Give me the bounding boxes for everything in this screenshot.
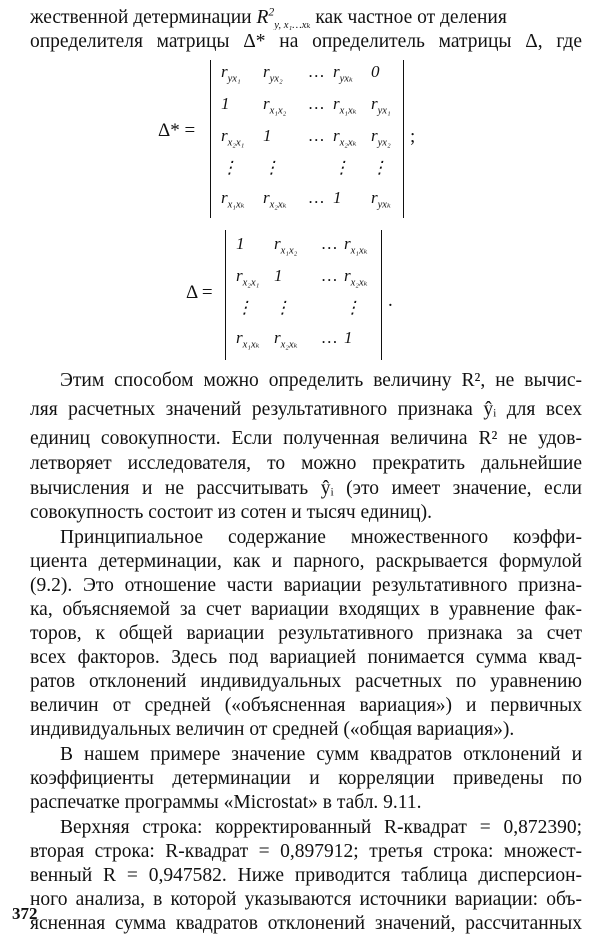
text-line: вычисления и не рассчитывать ŷᵢ (это имеет значение, если [30,478,582,499]
matrix-cell: $r_{x_1x_2}$ [263,94,287,117]
matrix-cell: … [322,234,338,253]
matrix-cell: 1 [221,94,230,113]
matrix-cell: ⋮ [274,298,291,317]
matrix-cell: 1 [333,188,342,207]
text-line: ного анализа, в которой указываются источники вариации: объ- [30,889,582,910]
matrix-cell: $r_{x_2x_k}$ [344,266,368,289]
text-line: индивидуальных величин от средней («общая вариация»). [30,719,515,740]
matrix-cell: $r_{x_2x_k}$ [333,126,357,149]
matrix-cell: $r_{yx_k}$ [371,188,391,211]
text-line: коэффициенты детерминации и корреляции приведены по [30,768,582,789]
matrix-cell: ⋮ [333,158,350,177]
intro-rest: как частное от деления [315,7,507,28]
intro-line-1 [30,6,582,30]
matrix-cell: $r_{x_2x_k}$ [274,328,298,351]
text-line: В нашем примере значение сумм квадратов отклонений и [60,744,582,765]
text-line: летворяет исследователя, то можно прекратить дальнейшие [30,453,582,474]
matrix-cell: … [309,94,325,113]
matrix-cell: $r_{x_2x_k}$ [263,188,287,211]
text-line: Этим способом можно определить величину R², не вычис- [60,370,582,391]
matrix-cell: $r_{x_1x_k}$ [221,188,245,211]
text-line: ка, объясняемой за счет вариации входящих в уравнение фак- [30,599,582,620]
matrix-cell: ⋮ [263,158,280,177]
page-number: 372 [12,904,38,923]
text-line: торов, к общей вариации результативного признака за счет [30,623,582,644]
matrix-cell: … [309,126,325,145]
matrix-cell: $r_{yx_k}$ [333,62,353,85]
text-line: венный R = 0,947582. Ниже приводится таблица дисперсион- [30,865,582,886]
text-line: ясненная сумма квадратов отклонений значений, рассчитанных [30,913,582,934]
text-line: величин от средней («объясненная вариация») и первичных [30,695,582,716]
matrix-cell: $r_{yx_1}$ [371,94,391,117]
matrix-cell: … [309,188,325,207]
matrix-cell: $r_{x_1x_k}$ [344,234,368,257]
matrix-cell: ⋮ [236,298,253,317]
intro-line-2: определителя матрицы Δ* на определитель матрицы Δ, где [30,31,582,52]
matrix-cell: $r_{x_1x_k}$ [236,328,260,351]
delta-star-matrix [210,60,404,218]
matrix-cell: 1 [344,328,353,347]
delta-label: Δ = [186,282,213,303]
matrix-cell: ⋮ [344,298,361,317]
text-line: единиц совокупности. Если полученная величина R² не удов- [30,428,582,449]
matrix-cell: … [322,328,338,347]
r-squared-symbol: $R^2_{y, x_1\dots x_k}$ [256,6,311,30]
text-line: (9.2). Это отношение части вариации результативного призна- [30,575,582,596]
matrix-cell: ⋮ [371,158,388,177]
matrix-cell: 1 [274,266,283,285]
matrix-cell: … [309,62,325,81]
matrix-cell: $r_{yx_2}$ [371,126,391,149]
matrix-cell: 0 [371,62,380,81]
text-line: ляя расчетных значений результативного признака ŷᵢ для всех [30,399,582,420]
matrix-cell: ⋮ [221,158,238,177]
matrix-cell: $r_{x_1x_k}$ [333,94,357,117]
matrix-cell: 1 [236,234,245,253]
text-line: вторая строка: R-квадрат = 0,897912; третья строка: множест- [30,841,582,862]
intro-text: жественной детерминации [30,7,252,28]
text-line: ратов отклонений индивидуальных расчетных по уравнению [30,671,582,692]
text-line: распечатке программы «Microstat» в табл. 9.11. [30,792,422,813]
text-line: всех факторов. Здесь под вариацией понимается сумма квад- [30,647,582,668]
delta-matrix [225,230,382,360]
text-line: совокупность состоит из сотен и тысяч единиц). [30,502,432,523]
text-line: циента детерминации, как и парного, раскрывается формулой [30,551,582,572]
matrix-cell: $r_{yx_2}$ [263,62,283,85]
matrix-cell: $r_{x_2x_1}$ [221,126,245,149]
matrix-cell: $r_{x_2x_1}$ [236,266,260,289]
delta-star-label: Δ* = [158,120,196,141]
matrix-cell: $r_{yx_1}$ [221,62,241,85]
text-line: Верхняя строка: корректированный R-квадрат = 0,872390; [60,817,582,838]
delta-period: . [388,290,393,311]
matrix-cell: … [322,266,338,285]
text-line: Принципиальное содержание множественного коэффи- [60,527,582,548]
matrix-cell: 1 [263,126,272,145]
matrix-cell: $r_{x_1x_2}$ [274,234,298,257]
delta-star-semicolon: ; [410,126,416,147]
